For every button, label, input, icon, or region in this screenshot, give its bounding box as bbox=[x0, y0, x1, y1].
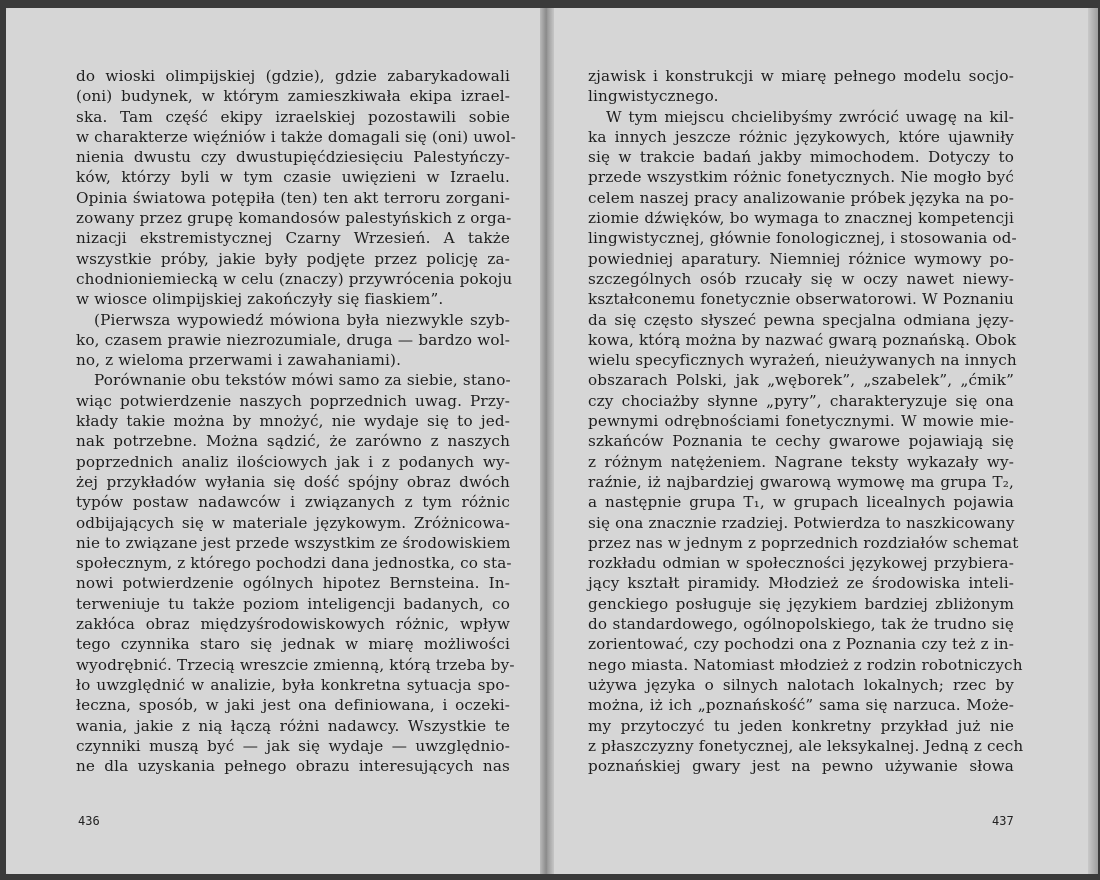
text-line: zakłóca obraz międzyśrodowiskowych różnic, wpływ bbox=[76, 615, 510, 634]
text-line: a następnie grupa T₁, w grupach licealnych pojawia bbox=[588, 493, 1014, 512]
text-line: ków, którzy byli w tym czasie uwięzieni w Izraelu. bbox=[76, 168, 510, 187]
text-line: odbijających się w materiale językowym. Zróżnicowa- bbox=[76, 513, 510, 532]
text-line: poznańskiej gwary jest na pewno używanie słowa bbox=[588, 757, 1014, 776]
book-spread bbox=[6, 8, 1098, 874]
text-line: jący kształt piramidy. Młodzież ze środowiska inteli- bbox=[588, 574, 1014, 593]
text-line: typów postaw nadawców i związanych z tym różnic bbox=[76, 493, 510, 512]
text-line: ka innych jeszcze różnic językowych, które ujawniły bbox=[588, 127, 1014, 146]
book-gutter bbox=[540, 8, 554, 874]
text-line: ziomie dźwięków, bo wymaga to znacznej kompetencji bbox=[588, 209, 1014, 228]
text-line: żej przykładów wyłania się dość spójny obraz dwóch bbox=[76, 472, 510, 491]
text-line: rozkładu odmian w społeczności językowej przybiera- bbox=[588, 554, 1014, 573]
text-line: no, z wieloma przerwami i zawahaniami). bbox=[76, 351, 402, 370]
text-line: kłady takie można by mnożyć, nie wydaje się to jed- bbox=[76, 412, 510, 431]
text-line: ło uwzględnić w analizie, była konkretna sytuacja spo- bbox=[76, 675, 510, 694]
text-line: my przytoczyć tu jeden konkretny przykład już nie bbox=[588, 716, 1014, 735]
right-page-number: 437 bbox=[992, 814, 1014, 828]
text-line: wszystkie próby, jakie były podjęte przez policję za- bbox=[76, 249, 510, 268]
text-line: używa języka o silnych nalotach lokalnych; rzec by bbox=[588, 675, 1014, 694]
right-page-text bbox=[588, 66, 1024, 776]
text-line: nie to związane jest przede wszystkim ze środowiskiem bbox=[76, 533, 511, 552]
text-line: Opinia światowa potępiła (ten) ten akt terroru zorgani- bbox=[76, 188, 510, 207]
text-line: lingwistycznego. bbox=[588, 87, 719, 106]
text-line: nak potrzebne. Można sądzić, że zarówno z naszych bbox=[76, 432, 510, 451]
text-line: ska. Tam część ekipy izraelskiej pozostawili sobie bbox=[76, 107, 510, 126]
text-line: raźnie, iż najbardziej gwarową wymowę ma grupa T₂, bbox=[588, 472, 1014, 491]
text-line: zorientować, czy pochodzi ona z Poznania czy też z in- bbox=[588, 635, 1014, 654]
text-line: do standardowego, ogólnopolskiego, tak że trudno się bbox=[588, 615, 1014, 634]
text-line: szczególnych osób rzucały się w oczy nawet niewy- bbox=[588, 269, 1014, 288]
text-line: ne dla uzyskania pełnego obrazu interesujących nas bbox=[76, 757, 510, 776]
text-line: chodnioniemiecką w celu (znaczy) przywrócenia pokoju bbox=[76, 269, 513, 288]
text-line: nowi potwierdzenie ogólnych hipotez Bernsteina. In- bbox=[76, 574, 510, 593]
text-line: (oni) budynek, w którym zamieszkiwała ekipa izrael- bbox=[76, 87, 510, 106]
text-line: nienia dwustu czy dwustupięćdziesięciu Palestyńczy- bbox=[76, 148, 510, 167]
text-line: kształconemu fonetycznie obserwatorowi. W Poznaniu bbox=[588, 290, 1014, 309]
text-line: łeczna, sposób, w jaki jest ona definiowana, i oczeki- bbox=[76, 696, 510, 715]
text-line: zjawisk i konstrukcji w miarę pełnego modelu socjo- bbox=[588, 67, 1014, 85]
text-line: lingwistycznej, głównie fonologicznej, i stosowania od- bbox=[588, 229, 1017, 248]
text-line: społecznym, z którego pochodzi dana jednostka, co sta- bbox=[76, 554, 512, 573]
text-line: Porównanie obu tekstów mówi samo za siebie, stano- bbox=[94, 371, 511, 390]
text-line: W tym miejscu chcielibyśmy zwrócić uwagę na kil- bbox=[606, 107, 1014, 126]
text-line: wania, jakie z nią łączą różni nadawcy. Wszystkie te bbox=[76, 716, 510, 735]
left-page-number: 436 bbox=[78, 814, 100, 828]
text-line: się w trakcie badań jakby mimochodem. Dotyczy to bbox=[588, 148, 1014, 167]
text-line: z płaszczyzny fonetycznej, ale leksykalnej. Jedną z cech bbox=[588, 736, 1024, 755]
text-line: wielu specyficznych wyrażeń, nieużywanych na innych bbox=[588, 351, 1017, 370]
text-line: można, iż ich „poznańskość” sama się narzuca. Może- bbox=[588, 696, 1014, 715]
left-page-text bbox=[76, 66, 516, 776]
text-line: przede wszystkim różnic fonetycznych. Nie mogło być bbox=[588, 168, 1014, 187]
text-line: tego czynnika staro się jednak w miarę możliwości bbox=[76, 635, 510, 654]
text-line: poprzednich analiz ilościowych jak i z podanych wy- bbox=[76, 452, 510, 471]
text-line: czynniki muszą być — jak się wydaje — uwzględnio- bbox=[76, 736, 510, 755]
text-line: genckiego posługuje się językiem bardziej zbliżonym bbox=[588, 594, 1014, 613]
text-line: szkańców Poznania te cechy gwarowe pojawiają się bbox=[588, 432, 1014, 451]
text-line: ko, czasem prawie niezrozumiale, druga — bardzo wol- bbox=[76, 330, 510, 349]
text-line: do wioski olimpijskiej (gdzie), gdzie zabarykadowali bbox=[76, 67, 510, 85]
text-line: pewnymi odrębnościami fonetycznymi. W mowie mie- bbox=[588, 412, 1014, 431]
text-line: zowany przez grupę komandosów palestyńskich z orga- bbox=[76, 209, 512, 228]
text-line: obszarach Polski, jak „węborek”, „szabelek”, „ćmik” bbox=[588, 371, 1014, 390]
text-line: wiąc potwierdzenie naszych poprzednich uwag. Przy- bbox=[76, 391, 510, 410]
text-line: czy chociażby słynne „pyry”, charakteryzuje się ona bbox=[588, 391, 1014, 410]
text-line: nego miasta. Natomiast młodzież z rodzin robotniczych bbox=[588, 655, 1023, 674]
text-line: z różnym natężeniem. Nagrane teksty wykazały wy- bbox=[588, 452, 1014, 471]
text-line: terweniuje tu także poziom inteligencji badanych, co bbox=[76, 594, 510, 613]
text-line: się ona znacznie rzadziej. Potwierdza to naszkicowany bbox=[588, 513, 1015, 532]
text-line: (Pierwsza wypowiedź mówiona była niezwykle szyb- bbox=[94, 310, 510, 329]
text-line: w wiosce olimpijskiej zakończyły się fiaskiem”. bbox=[76, 290, 444, 309]
text-line: powiedniej aparatury. Niemniej różnice wymowy po- bbox=[588, 249, 1014, 268]
text-line: celem naszej pracy analizowanie próbek języka na po- bbox=[588, 188, 1014, 207]
left-page bbox=[6, 8, 544, 874]
text-line: wyodrębnić. Trzecią wreszcie zmienną, którą trzeba by- bbox=[76, 655, 515, 674]
right-page bbox=[548, 8, 1098, 874]
text-line: nizacji ekstremistycznej Czarny Wrzesień. A także bbox=[76, 229, 510, 248]
text-line: przez nas w jednym z poprzednich rozdziałów schemat bbox=[588, 533, 1019, 552]
text-line: w charakterze więźniów i także domagali się (oni) uwol- bbox=[76, 127, 516, 146]
text-line: kowa, którą można by nazwać gwarą poznańską. Obok bbox=[588, 330, 1017, 349]
text-line: da się często słyszeć pewna specjalna odmiana języ- bbox=[588, 310, 1014, 329]
page-edge bbox=[1088, 8, 1098, 874]
